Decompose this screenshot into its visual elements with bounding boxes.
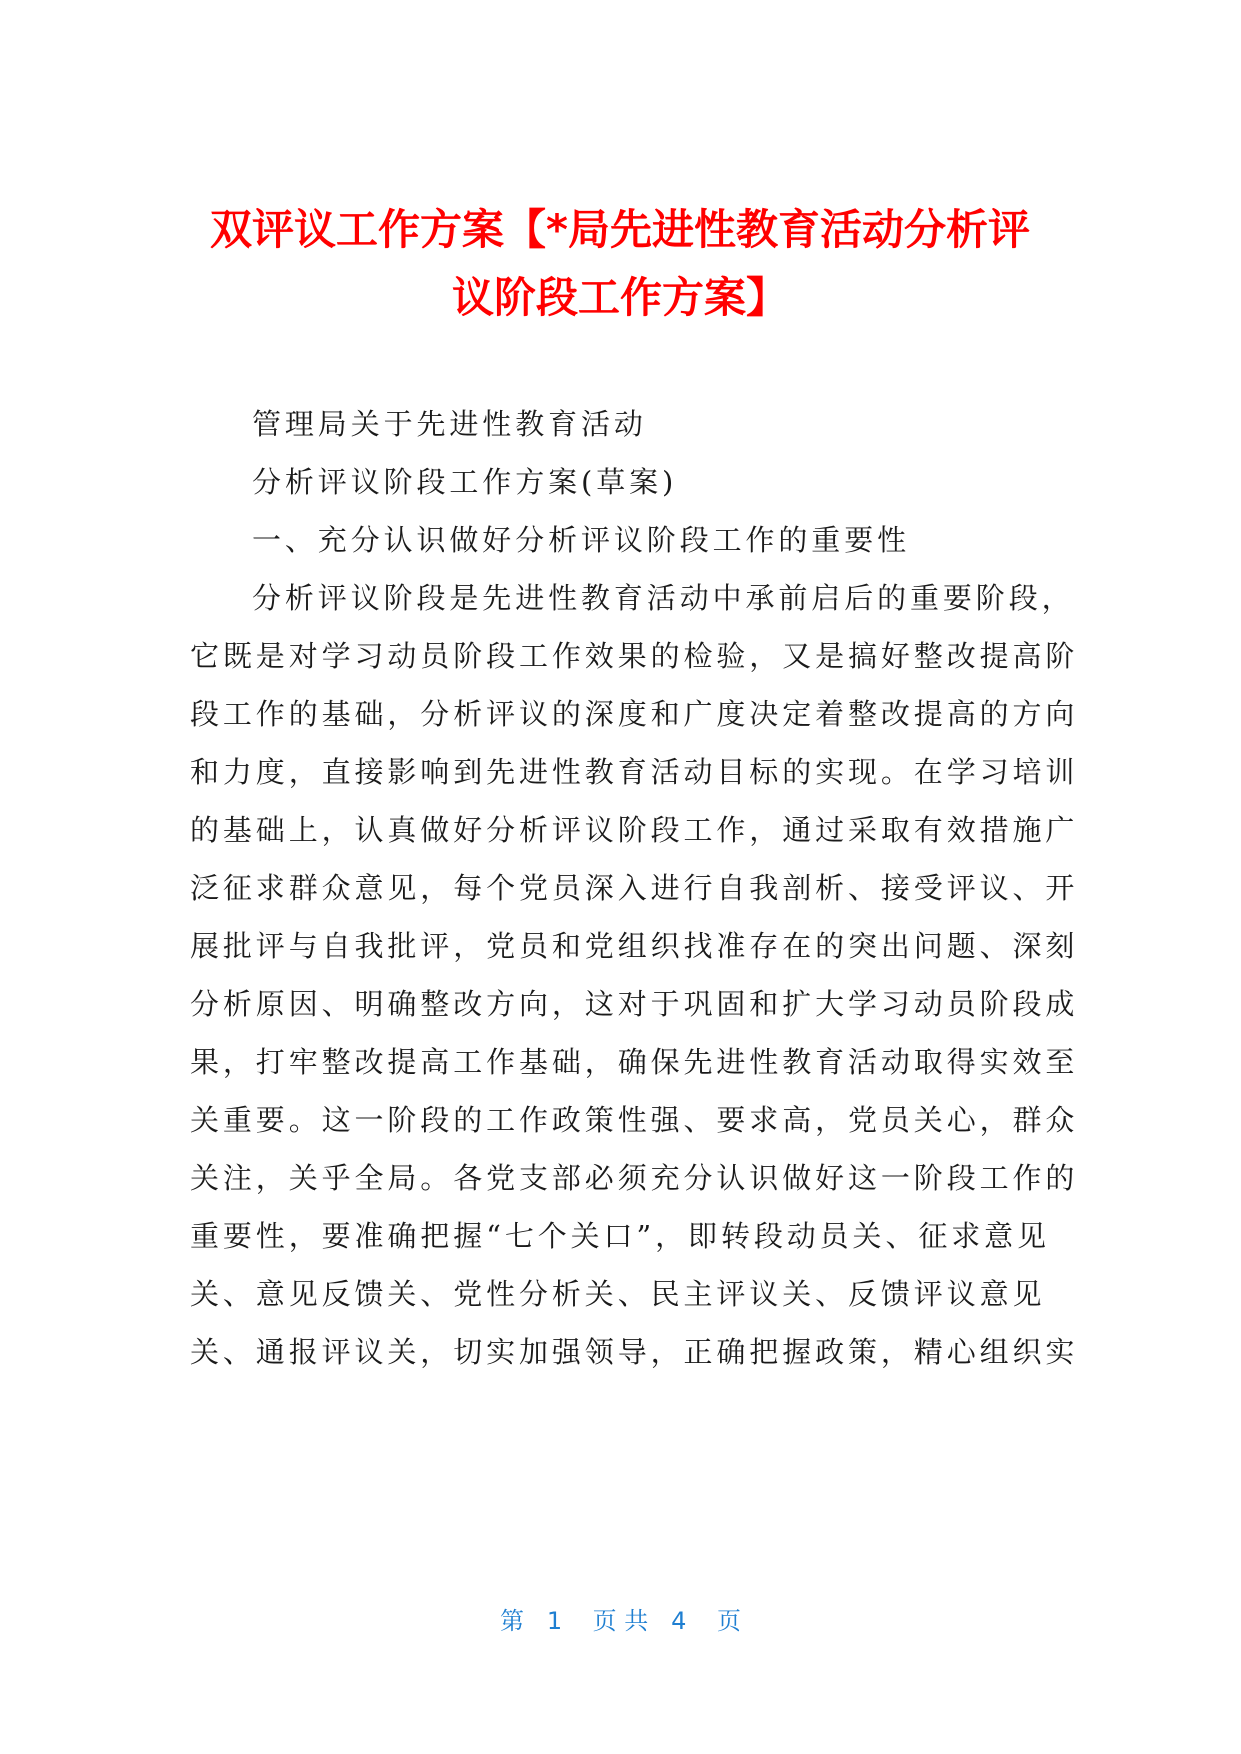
subtitle-line-2: 分析评议阶段工作方案(草案)	[252, 465, 678, 499]
document-title-line-2: 议阶段工作方案】	[451, 273, 788, 322]
paragraph-line: 分析评议阶段是先进性教育活动中承前启后的重要阶段，	[252, 581, 1075, 615]
page-number-footer: 第 1 页 共 4 页	[500, 1607, 741, 1635]
paragraph-line: 和力度，直接影响到先进性教育活动目标的实现。在学习培训	[190, 755, 1079, 789]
paragraph-line: 分析原因、明确整改方向，这对于巩固和扩大学习动员阶段成	[190, 987, 1079, 1021]
paragraph-line: 它既是对学习动员阶段工作效果的检验，又是搞好整改提高阶	[190, 639, 1079, 673]
paragraph-line: 关、通报评议关，切实加强领导，正确把握政策，精心组织实	[190, 1335, 1079, 1369]
subtitle-line-1: 管理局关于先进性教育活动	[252, 407, 647, 441]
paragraph-line: 展批评与自我批评，党员和党组织找准存在的突出问题、深刻	[190, 929, 1079, 963]
paragraph-line: 果，打牢整改提高工作基础，确保先进性教育活动取得实效至	[190, 1045, 1079, 1079]
paragraph-line: 重要性，要准确把握“七个关口”，即转段动员关、征求意见	[190, 1219, 1050, 1253]
paragraph-line: 关、意见反馈关、党性分析关、民主评议关、反馈评议意见	[190, 1277, 1046, 1311]
paragraph-line: 关重要。这一阶段的工作政策性强、要求高，党员关心，群众	[190, 1103, 1079, 1137]
paragraph-line: 泛征求群众意见，每个党员深入进行自我剖析、接受评议、开	[190, 871, 1079, 905]
document-title-line-1: 双评议工作方案【*局先进性教育活动分析评	[210, 205, 1030, 254]
paragraph-line: 的基础上，认真做好分析评议阶段工作，通过采取有效措施广	[190, 813, 1079, 847]
paragraph-line: 段工作的基础，分析评议的深度和广度决定着整改提高的方向	[190, 697, 1079, 731]
paragraph-line: 关注，关乎全局。各党支部必须充分认识做好这一阶段工作的	[190, 1161, 1079, 1195]
section-heading: 一、充分认识做好分析评议阶段工作的重要性	[252, 523, 911, 557]
